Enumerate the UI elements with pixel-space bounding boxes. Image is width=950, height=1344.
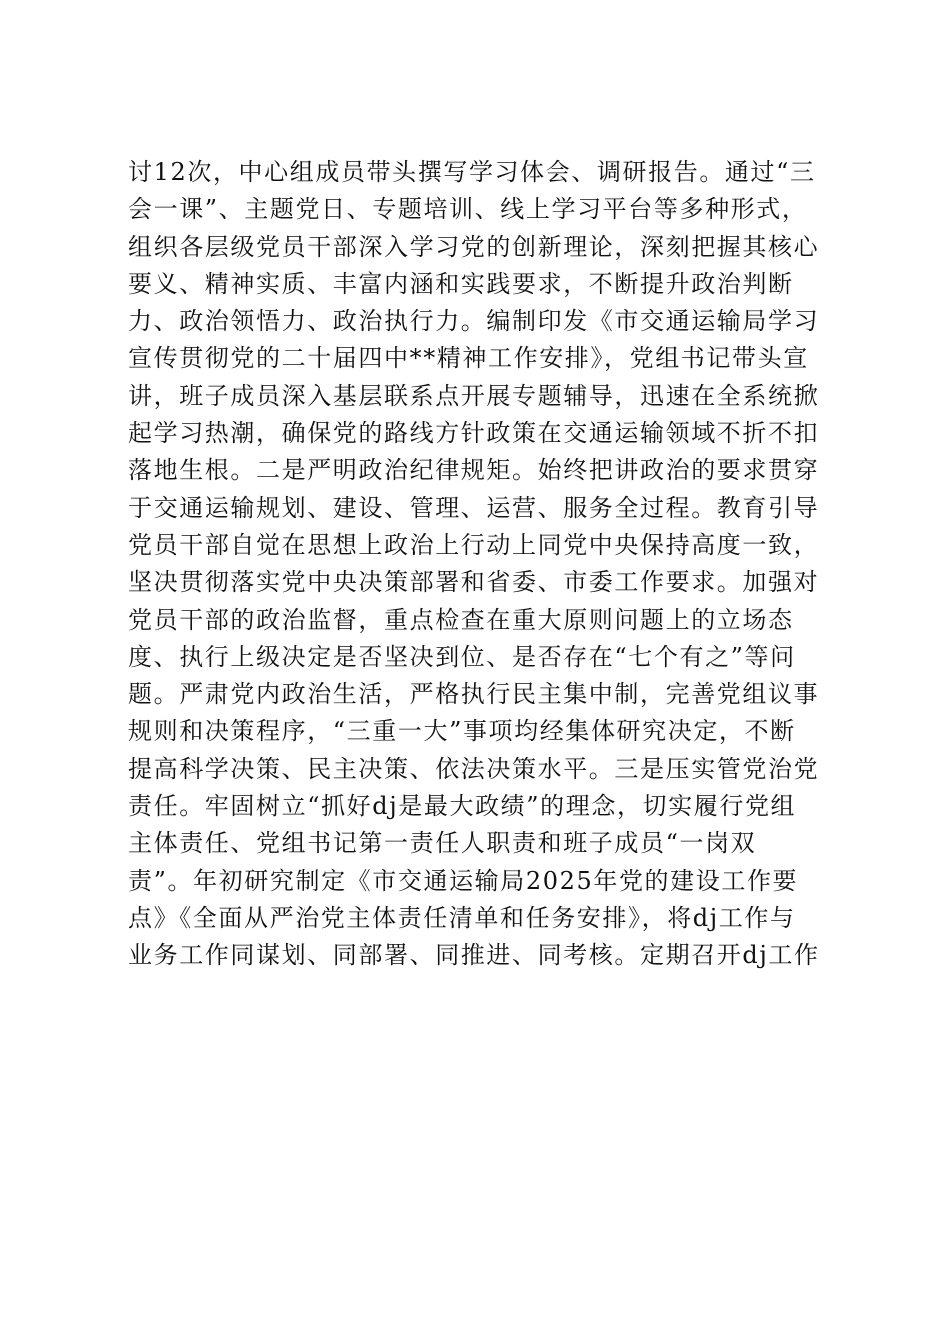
- text-line: 业务工作同谋划、同部署、同推进、同考核。定期召开dj工作: [128, 941, 820, 970]
- text-line: 规则和决策程序，“三重一大”事项均经集体研究决定，不断: [128, 717, 796, 746]
- text-line: 力、政治领悟力、政治执行力。编制印发《市交通运输局学习: [128, 307, 820, 336]
- text-line: 点》《全面从严治党主体责任清单和任务安排》，将dj工作与: [128, 903, 796, 932]
- text-line: 责”。年初研究制定《市交通运输局2025年党的建设工作要: [128, 866, 799, 895]
- text-line: 讲，班子成员深入基层联系点开展专题辅导，迅速在全系统掀: [128, 381, 820, 410]
- text-line: 责任。牢固树立“抓好dj是最大政绩”的理念，切实履行党组: [128, 792, 797, 821]
- text-line: 讨12次，中心组成员带头撰写学习体会、调研报告。通过“三: [128, 158, 816, 186]
- text-line: 宣传贯彻党的二十届四中**精神工作安排》，党组书记带头宣: [128, 344, 809, 373]
- text-line: 党员干部的政治监督，重点检查在重大原则问题上的立场态: [128, 605, 794, 634]
- text-line: 提高科学决策、民主决策、依法决策水平。三是压实管党治党: [128, 754, 820, 783]
- text-line: 落地生根。二是严明政治纪律规矩。始终把讲政治的要求贯穿: [128, 456, 820, 485]
- body-text: [128, 154, 828, 975]
- text-line: 组织各层级党员干部深入学习党的创新理论，深刻把握其核心: [128, 232, 820, 261]
- text-line: 度、执行上级决定是否坚决到位、是否存在“七个有之”等问: [128, 642, 796, 671]
- text-line: 主体责任、党组书记第一责任人职责和班子成员“一岗双: [128, 829, 757, 858]
- text-line: 党员干部自觉在思想上政治上行动上同党中央保持高度一致，: [128, 530, 820, 559]
- text-line: 题。严肃党内政治生活，严格执行民主集中制，完善党组议事: [128, 680, 820, 709]
- text-line: 于交通运输规划、建设、管理、运营、服务全过程。教育引导: [128, 493, 820, 522]
- text-line: 会一课”、主题党日、专题培训、线上学习平台等多种形式，: [128, 195, 808, 224]
- text-line: 坚决贯彻落实党中央决策部署和省委、市委工作要求。加强对: [128, 568, 820, 597]
- text-line: 起学习热潮，确保党的路线方针政策在交通运输领域不折不扣: [128, 419, 820, 448]
- text-line: 要义、精神实质、丰富内涵和实践要求，不断提升政治判断: [128, 269, 794, 298]
